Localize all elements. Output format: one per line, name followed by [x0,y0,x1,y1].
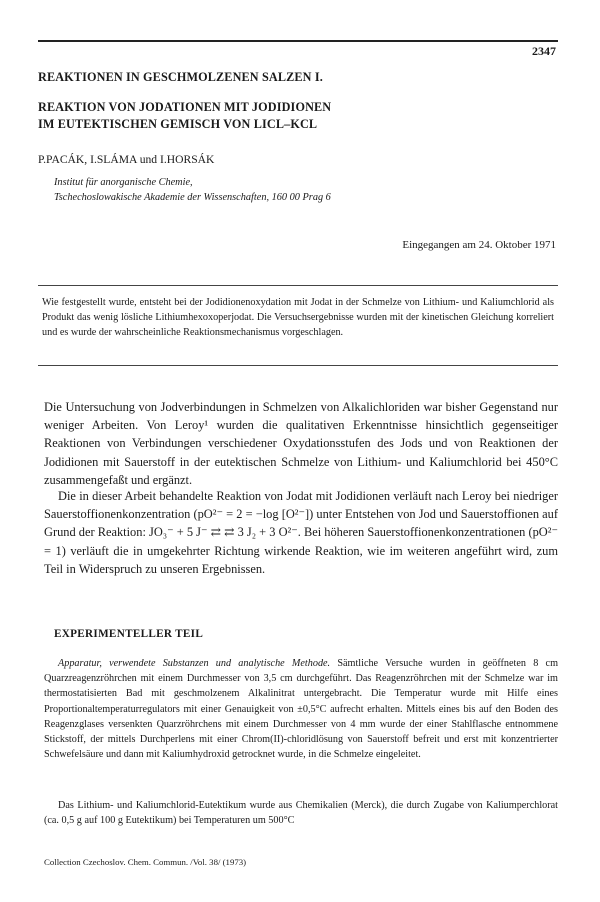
intro-paragraph-2: Die in dieser Arbeit behandelte Reaktion von Jodat mit Jodidionen verläuft nach Leroy bei niedriger Sauerstoffionenkonzentration (pO²⁻ = 2 = −log [O²⁻]) unter Entstehen von Jod und Sauerstoffionen auf Grund der Reaktion: JO₃⁻ + 5 J⁻ ⇄ ⇄ 3 J₂ + 3 O²⁻. Bei höheren Sauerstoffionenkonzentrationen (pO²⁻ = 1) verläuft die in umgekehrter Richtung wirkende Reaktion, wie im weiteren angeführt wird, zum Teil in Widerspruch zu unseren Ergebnissen. [44,489,558,576]
journal-citation: Collection Czechoslov. Chem. Commun. /Vol. 38/ (1973) [44,857,247,867]
affiliation-line2: Tschechoslowakische Akademie der Wissenschaften, 160 00 Prag 6 [54,192,331,203]
experimental-paragraph-2: Das Lithium- und Kaliumchlorid-Eutektikum wurde aus Chemikalien (Merck), die durch Zugabe von Kaliumperchlorat (ca. 0,5 g auf 100 g Eutektikum) bei Temperaturen um 500°C [44,800,558,827]
article-title-line2: IM EUTEKTISCHEN GEMISCH VON LICL–KCL [38,117,318,131]
affiliation-line1: Institut für anorganische Chemie, [54,177,193,188]
abstract: Wie festgestellt wurde, entsteht bei der Jodidionenoxydation mit Jodat in der Schmelze von Lithium- und Kaliumchlorid als Produkt das wenig lösliche Lithiumhexoxoperjodat. Die Versuchsergebnisse wurden mit der kinetischen Gleichung korreliert und es wurde der wahrscheinliche Reaktionsmechanismus vorgeschlagen. [42,297,554,338]
header-rule [38,40,558,42]
article-title-line1: REAKTION VON JODATIONEN MIT JODIDIONEN [38,100,332,114]
intro-paragraph-1: Die Untersuchung von Jodverbindungen in Schmelzen von Alkalichloriden war bisher Gegenstand nur weniger Arbeiten. Von Leroy¹ wurden die qualitativen Erkenntnisse hinsichtlich gegenseitiger Reaktionen von Verbindungen verschiedener Oxydationsstufen des Jods und von Reaktionen der Jodidionen mit Sauerstoff in der eutektischen Schmelze von Lithium- und Kaliumchlorid bei 450°C zusammengefaßt und ergänzt. [44,400,558,487]
experimental-paragraph-1 [44,656,558,762]
series-title: REAKTIONEN IN GESCHMOLZENEN SALZEN I. [38,70,323,84]
authors: P.PACÁK, I.SLÁMA und I.HORSÁK [38,153,215,166]
paragraph-run-in-heading: Apparatur, verwendete Substanzen und analytische Methode. [58,658,331,669]
experimental-paragraph-1-text: Sämtliche Versuche wurden in geöffneten 8 cm Quarzreagenzröhrchen mit einem Durchmesser von 3,5 cm durchgeführt. Das Reagenzröhrchen mit der Schmelze war im thermostatisierten Bad mit geschmolzenem Alkalinitrat untergebracht. Die Temperatur wurde mit Hilfe eines Proportionaltemperaturregulators mit einer Genauigkeit von ±0,5°C aufrecht erhalten. Mittels eines bis auf den Boden des Reagenzglases versenkten Quarzröhrchens mit einem Durchmesser von 4 mm wurde der einer Stahlflasche entnommene Stickstoff, der mittels Durchperlens mit einer Chrom(II)-chloridlösung von Sauerstoff befreit und erst mit konzentrierter Schwefelsäure und dann mit Kaliumhydroxid getrocknet wurde, in die Schmelze eingeleitet. [44,658,558,761]
page-number: 2347 [532,44,556,58]
section-heading: EXPERIMENTELLER TEIL [54,628,204,640]
received-date: Eingegangen am 24. Oktober 1971 [402,239,556,251]
